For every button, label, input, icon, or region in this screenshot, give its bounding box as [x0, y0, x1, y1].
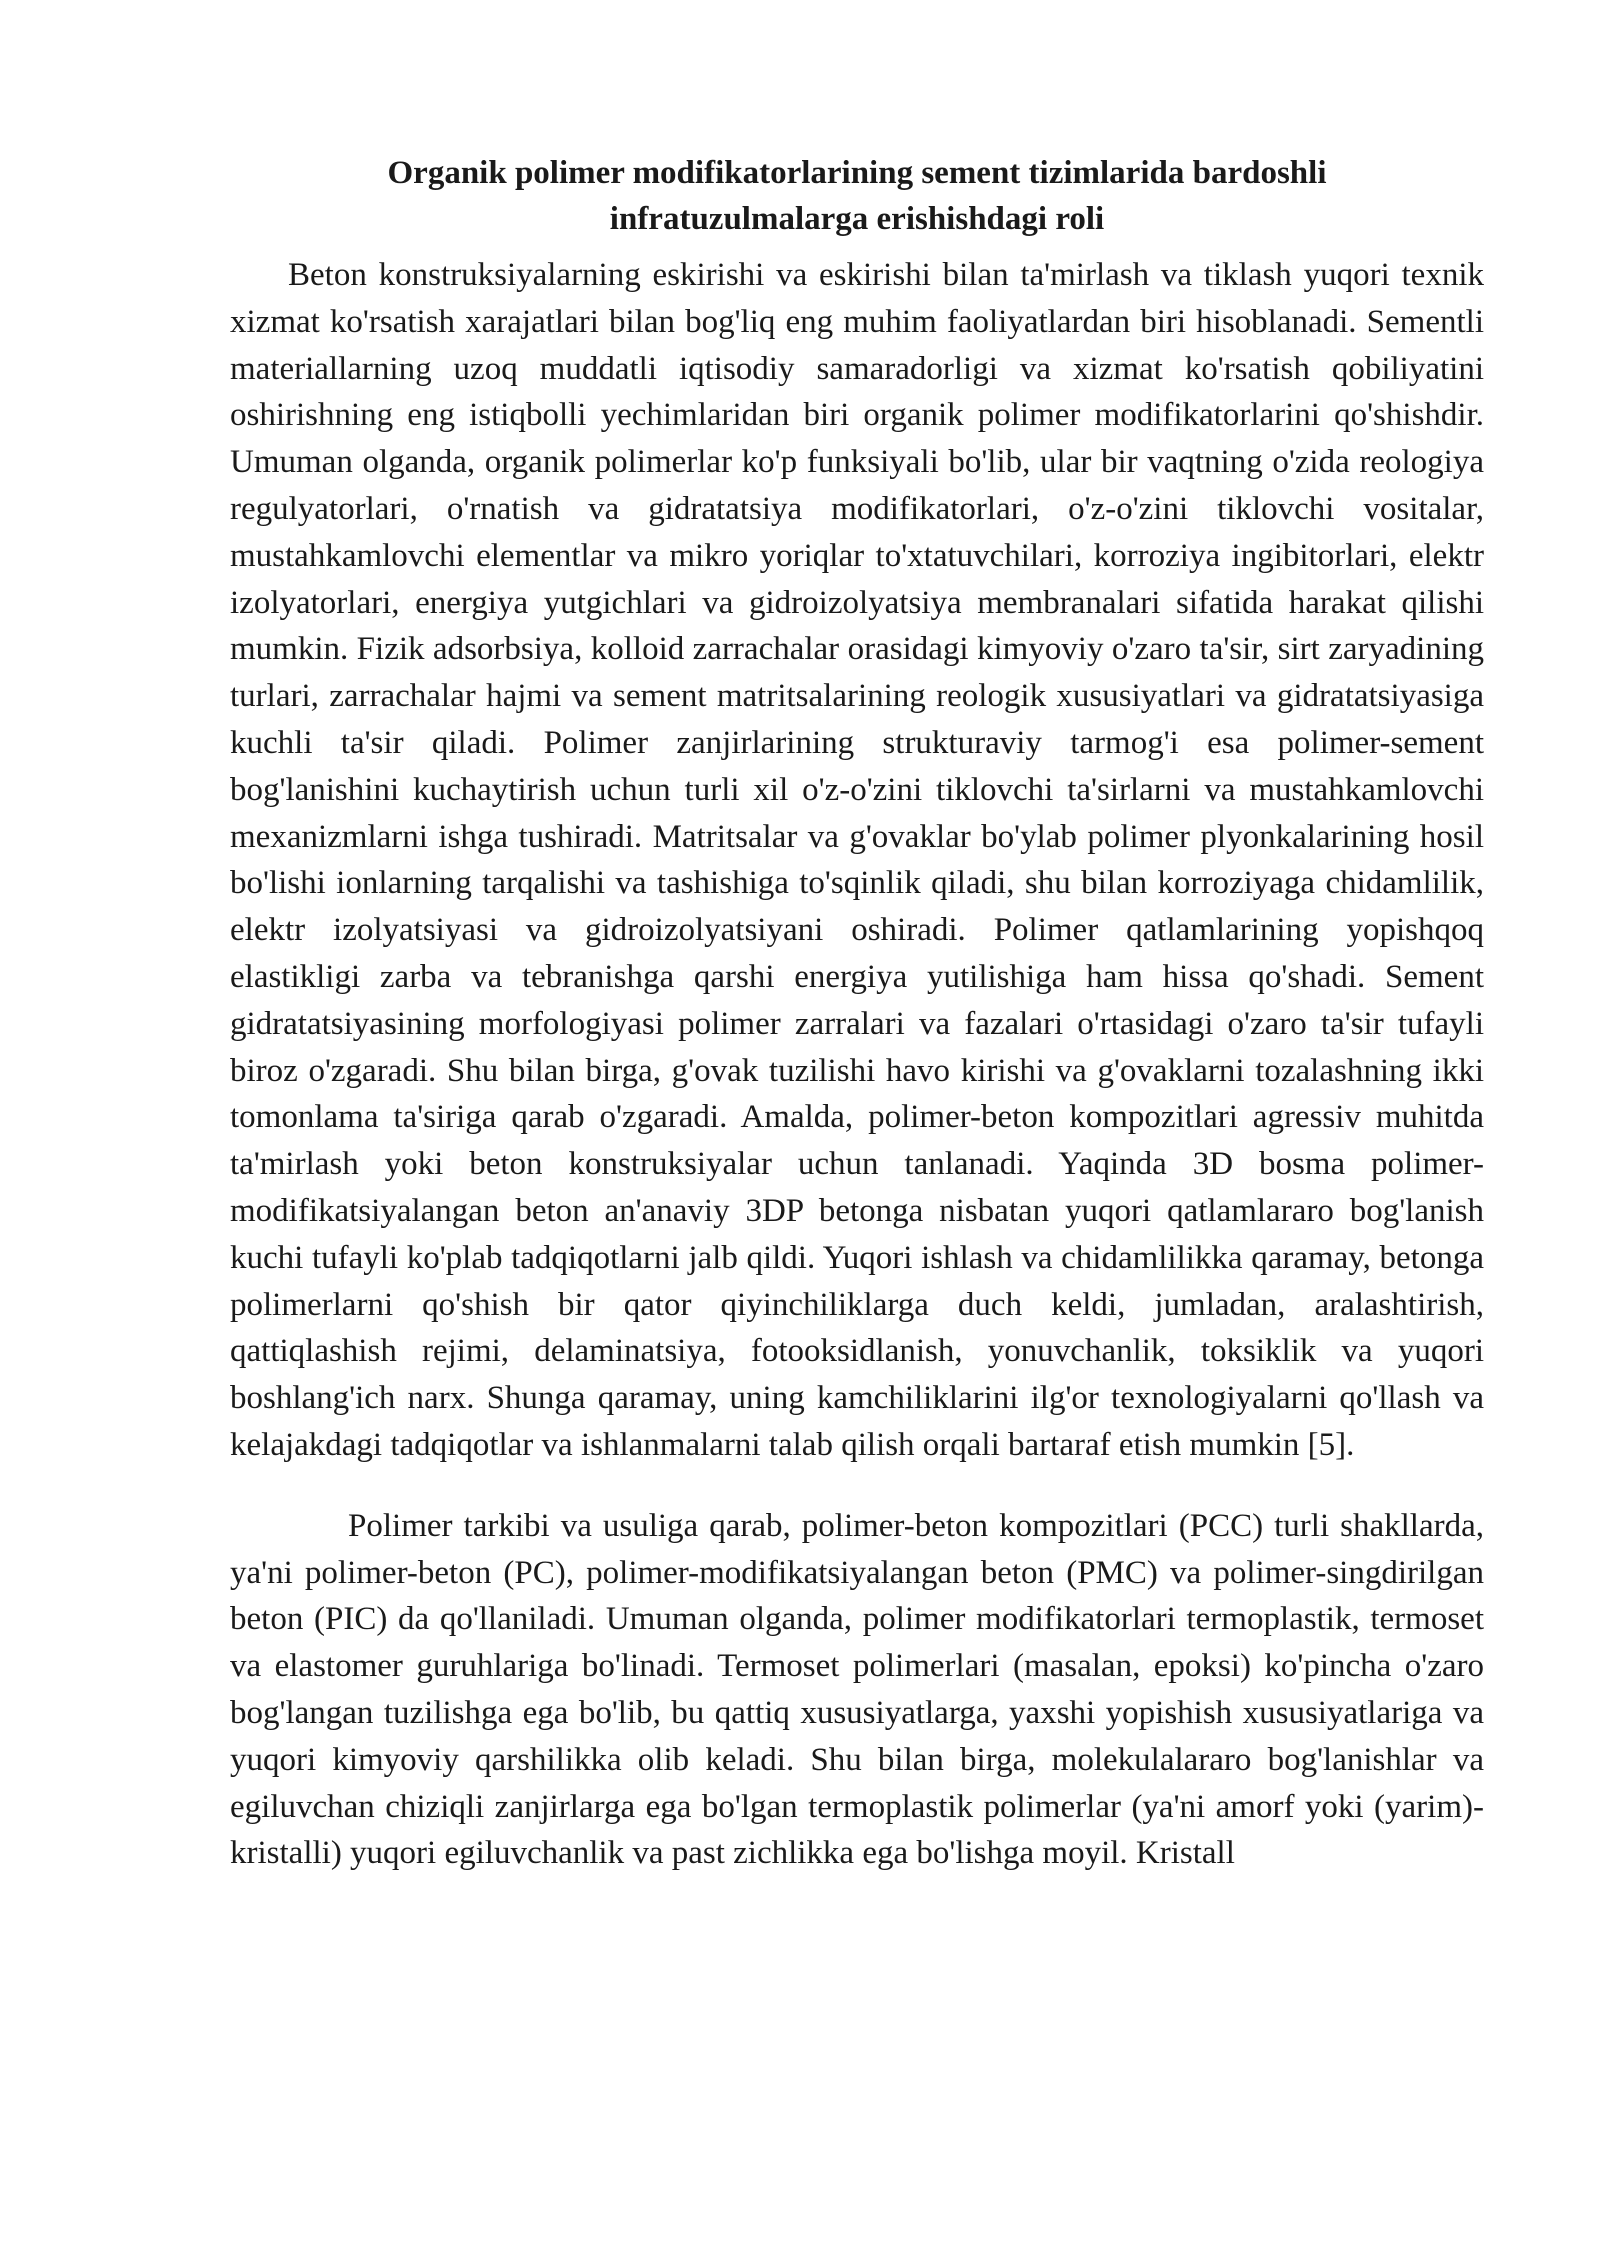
title-line-2: infratuzulmalarga erishishdagi roli — [609, 201, 1105, 237]
document-title — [230, 150, 1484, 242]
body-paragraph-2: Polimer tarkibi va usuliga qarab, polimer-beton kompozitlari (PCC) turli shakllarda, ya'ni polimer-beton (PC), polimer-modifikatsiyalangan beton (PMC) va polimer-singdirilgan beton (PIC) da qo'llaniladi. Umuman olganda, polimer modifikatorlari termoplastik, termoset va elastomer guruhlariga bo'linadi. Termoset polimerlari (masalan, epoksi) ko'pincha o'zaro bog'langan tuzilishga ega bo'lib, bu qattiq xususiyatlarga, yaxshi yopishish xususiyatlariga va yuqori kimyoviy qarshilikka olib keladi. Shu bilan birga, molekulalararo bog'lanishlar va egiluvchan chiziqli zanjirlarga ega bo'lgan termoplastik polimerlar (ya'ni amorf yoki (yarim)-kristalli) yuqori egiluvchanlik va past zichlikka ega bo'lishga moyil. Kristall — [230, 1507, 1484, 1872]
title-line-1: Organik polimer modifikatorlarining sement tizimlarida bardoshli — [387, 155, 1327, 191]
body-paragraph-1: Beton konstruksiyalarning eskirishi va eskirishi bilan ta'mirlash va tiklash yuqori texnik xizmat ko'rsatish xarajatlari bilan bog'liq eng muhim faoliyatlardan biri hisoblanadi. Sementli materiallarning uzoq muddatli iqtisodiy samaradorligi va xizmat ko'rsatish qobiliyatini oshirishning eng istiqbolli yechimlaridan biri organik polimer modifikatorlarini qo'shishdir. Umuman olganda, organik polimerlar ko'p funksiyali bo'lib, ular bir vaqtning o'zida reologiya regulyatorlari, o'rnatish va gidratatsiya modifikatorlari, o'z-o'zini tiklovchi vositalar, mustahkamlovchi elementlar va mikro yoriqlar to'xtatuvchilari, korroziya ingibitorlari, elektr izolyatorlari, energiya yutgichlari va gidroizolyatsiya membranalari sifatida harakat qilishi mumkin. Fizik adsorbsiya, kolloid zarrachalar orasidagi kimyoviy o'zaro ta'sir, sirt zaryadining turlari, zarrachalar hajmi va sement matritsalarining reologik xususiyatlari va gidratatsiyasiga kuchli ta'sir qiladi. Polimer zanjirlarining strukturaviy tarmog'i esa polimer-sement bog'lanishini kuchaytirish uchun turli xil o'z-o'zini tiklovchi ta'sirlarni va mustahkamlovchi mexanizmlarni ishga tushiradi. Matritsalar va g'ovaklar bo'ylab polimer plyonkalarining hosil bo'lishi ionlarning tarqalishi va tashishiga to'sqinlik qiladi, shu bilan korroziyaga chidamlilik, elektr izolyatsiyasi va gidroizolyatsiyani oshiradi. Polimer qatlamlarining yopishqoq elastikligi zarba va tebranishga qarshi energiya yutilishiga ham hissa qo'shadi. Sement gidratatsiyasining morfologiyasi polimer zarralari va fazalari o'rtasidagi o'zaro ta'sir tufayli biroz o'zgaradi. Shu bilan birga, g'ovak tuzilishi havo kirishi va g'ovaklarni tozalashning ikki tomonlama ta'siriga qarab o'zgaradi. Amalda, polimer-beton kompozitlari agressiv muhitda ta'mirlash yoki beton konstruksiyalar uchun tanlanadi. Yaqinda 3D bosma polimer-modifikatsiyalangan beton an'anaviy 3DP betonga nisbatan yuqori qatlamlararo bog'lanish kuchi tufayli ko'plab tadqiqotlarni jalb qildi. Yuqori ishlash va chidamlilikka qaramay, betonga polimerlarni qo'shish bir qator qiyinchiliklarga duch keldi, jumladan, aralashtirish, qattiqlashish rejimi, delaminatsiya, fotooksidlanish, yonuvchanlik, toksiklik va yuqori boshlang'ich narx. Shunga qaramay, uning kamchiliklarini ilg'or texnologiyalarni qo'llash va kelajakdagi tadqiqotlar va ishlanmalarni talab qilish orqali bartaraf etish mumkin [5]. — [230, 257, 1484, 1463]
document-page — [230, 150, 1484, 1877]
